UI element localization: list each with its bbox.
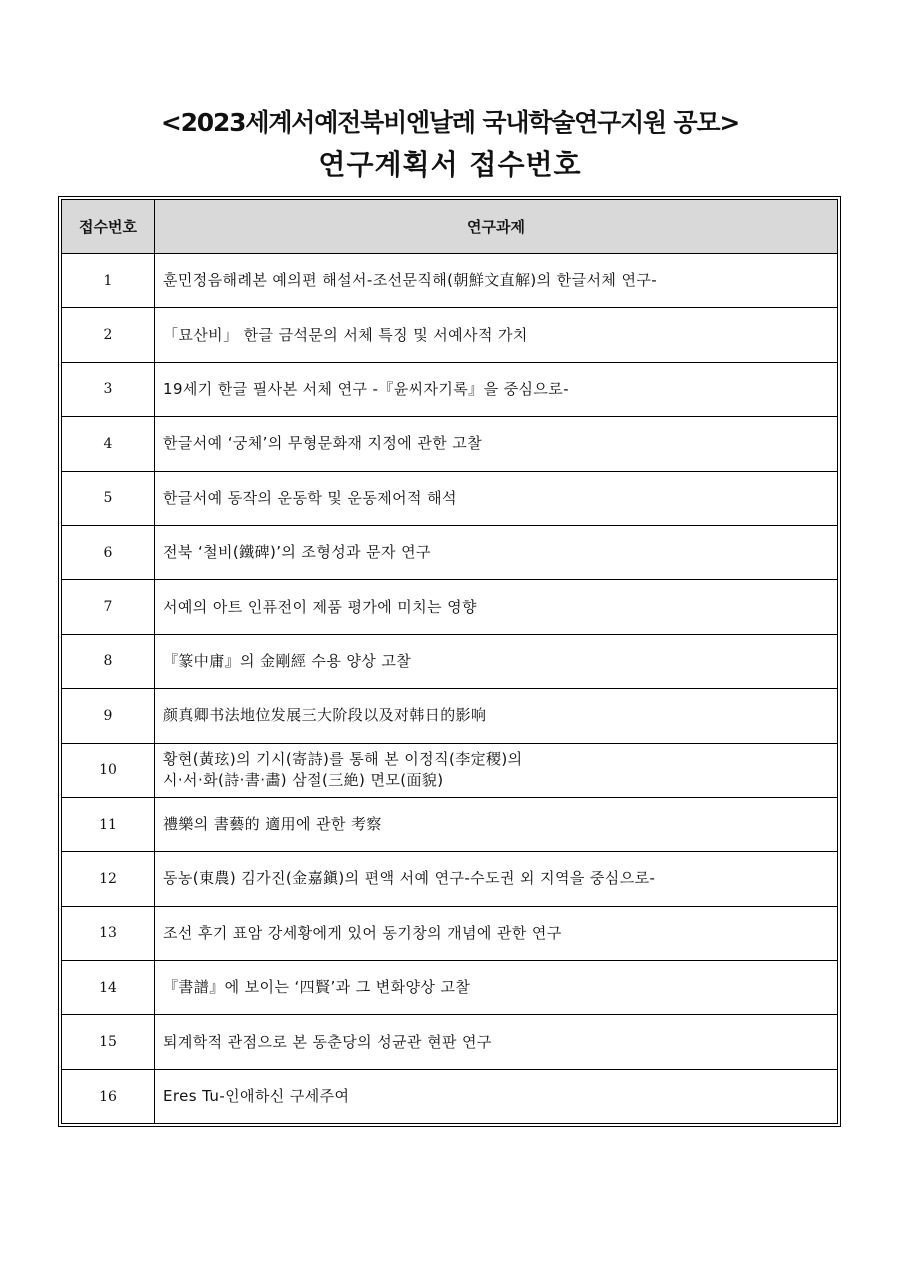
- table-row: [62, 471, 838, 525]
- row-number: 16: [62, 1069, 155, 1123]
- table-header-row: [62, 200, 838, 254]
- title-line-1: <2023세계서예전북비엔날레 국내학술연구지원 공모>: [160, 108, 740, 137]
- table-row: [62, 362, 838, 416]
- row-number: 12: [62, 852, 155, 906]
- table-row: [62, 417, 838, 471]
- row-topic: 颜真卿书法地位发展三大阶段以及对韩日的影响: [155, 689, 838, 743]
- row-number: 3: [62, 362, 155, 416]
- table-row: [62, 1015, 838, 1069]
- row-number: 7: [62, 580, 155, 634]
- row-topic: 전북 ‘철비(鐵碑)’의 조형성과 문자 연구: [155, 525, 838, 579]
- row-topic: 「묘산비」 한글 금석문의 서체 특징 및 서예사적 가치: [155, 308, 838, 362]
- row-topic: 한글서예 동작의 운동학 및 운동제어적 해석: [155, 471, 838, 525]
- row-number: 11: [62, 797, 155, 851]
- row-topic: 황현(黃玹)의 기시(寄詩)를 통해 본 이정직(李定稷)의 시·서·화(詩·書·畵) 삼절(三絶) 면모(面貌): [155, 743, 838, 797]
- row-topic: 서예의 아트 인퓨전이 제품 평가에 미치는 영향: [155, 580, 838, 634]
- submission-table: [61, 199, 838, 1124]
- row-topic: 19세기 한글 필사본 서체 연구 -『윤씨자기록』을 중심으로-: [155, 362, 838, 416]
- table-row: [62, 254, 838, 308]
- table-row: [62, 634, 838, 688]
- table-row: [62, 852, 838, 906]
- row-number: 14: [62, 961, 155, 1015]
- row-number: 13: [62, 906, 155, 960]
- table-row: [62, 308, 838, 362]
- table-row: [62, 743, 838, 797]
- submission-table-frame: [58, 196, 841, 1127]
- row-number: 2: [62, 308, 155, 362]
- row-number: 5: [62, 471, 155, 525]
- title-line-2: 연구계획서 접수번호: [318, 148, 582, 181]
- row-number: 9: [62, 689, 155, 743]
- row-number: 10: [62, 743, 155, 797]
- table-row: [62, 797, 838, 851]
- row-number: 6: [62, 525, 155, 579]
- row-number: 15: [62, 1015, 155, 1069]
- table-row: [62, 961, 838, 1015]
- header-number: 접수번호: [62, 200, 155, 254]
- row-topic: 한글서예 ‘궁체’의 무형문화재 지정에 관한 고찰: [155, 417, 838, 471]
- table-row: [62, 1069, 838, 1123]
- row-topic: 조선 후기 표암 강세황에게 있어 동기창의 개념에 관한 연구: [155, 906, 838, 960]
- table-row: [62, 906, 838, 960]
- row-topic: Eres Tu-인애하신 구세주여: [155, 1069, 838, 1123]
- row-topic: 동농(東農) 김가진(金嘉鎭)의 편액 서예 연구-수도권 외 지역을 중심으로-: [155, 852, 838, 906]
- row-topic: 퇴계학적 관점으로 본 동춘당의 성균관 현판 연구: [155, 1015, 838, 1069]
- table-row: [62, 525, 838, 579]
- table-row: [62, 689, 838, 743]
- document-title: [0, 104, 900, 186]
- row-number: 8: [62, 634, 155, 688]
- row-topic: 『書譜』에 보이는 ‘四賢’과 그 변화양상 고찰: [155, 961, 838, 1015]
- row-number: 4: [62, 417, 155, 471]
- row-number: 1: [62, 254, 155, 308]
- header-topic: 연구과제: [155, 200, 838, 254]
- row-topic: 『篆中庸』의 金剛經 수용 양상 고찰: [155, 634, 838, 688]
- table-row: [62, 580, 838, 634]
- row-topic: 禮樂의 書藝的 適用에 관한 考察: [155, 797, 838, 851]
- row-topic: 훈민정음해례본 예의편 해설서-조선문직해(朝鮮文直解)의 한글서체 연구-: [155, 254, 838, 308]
